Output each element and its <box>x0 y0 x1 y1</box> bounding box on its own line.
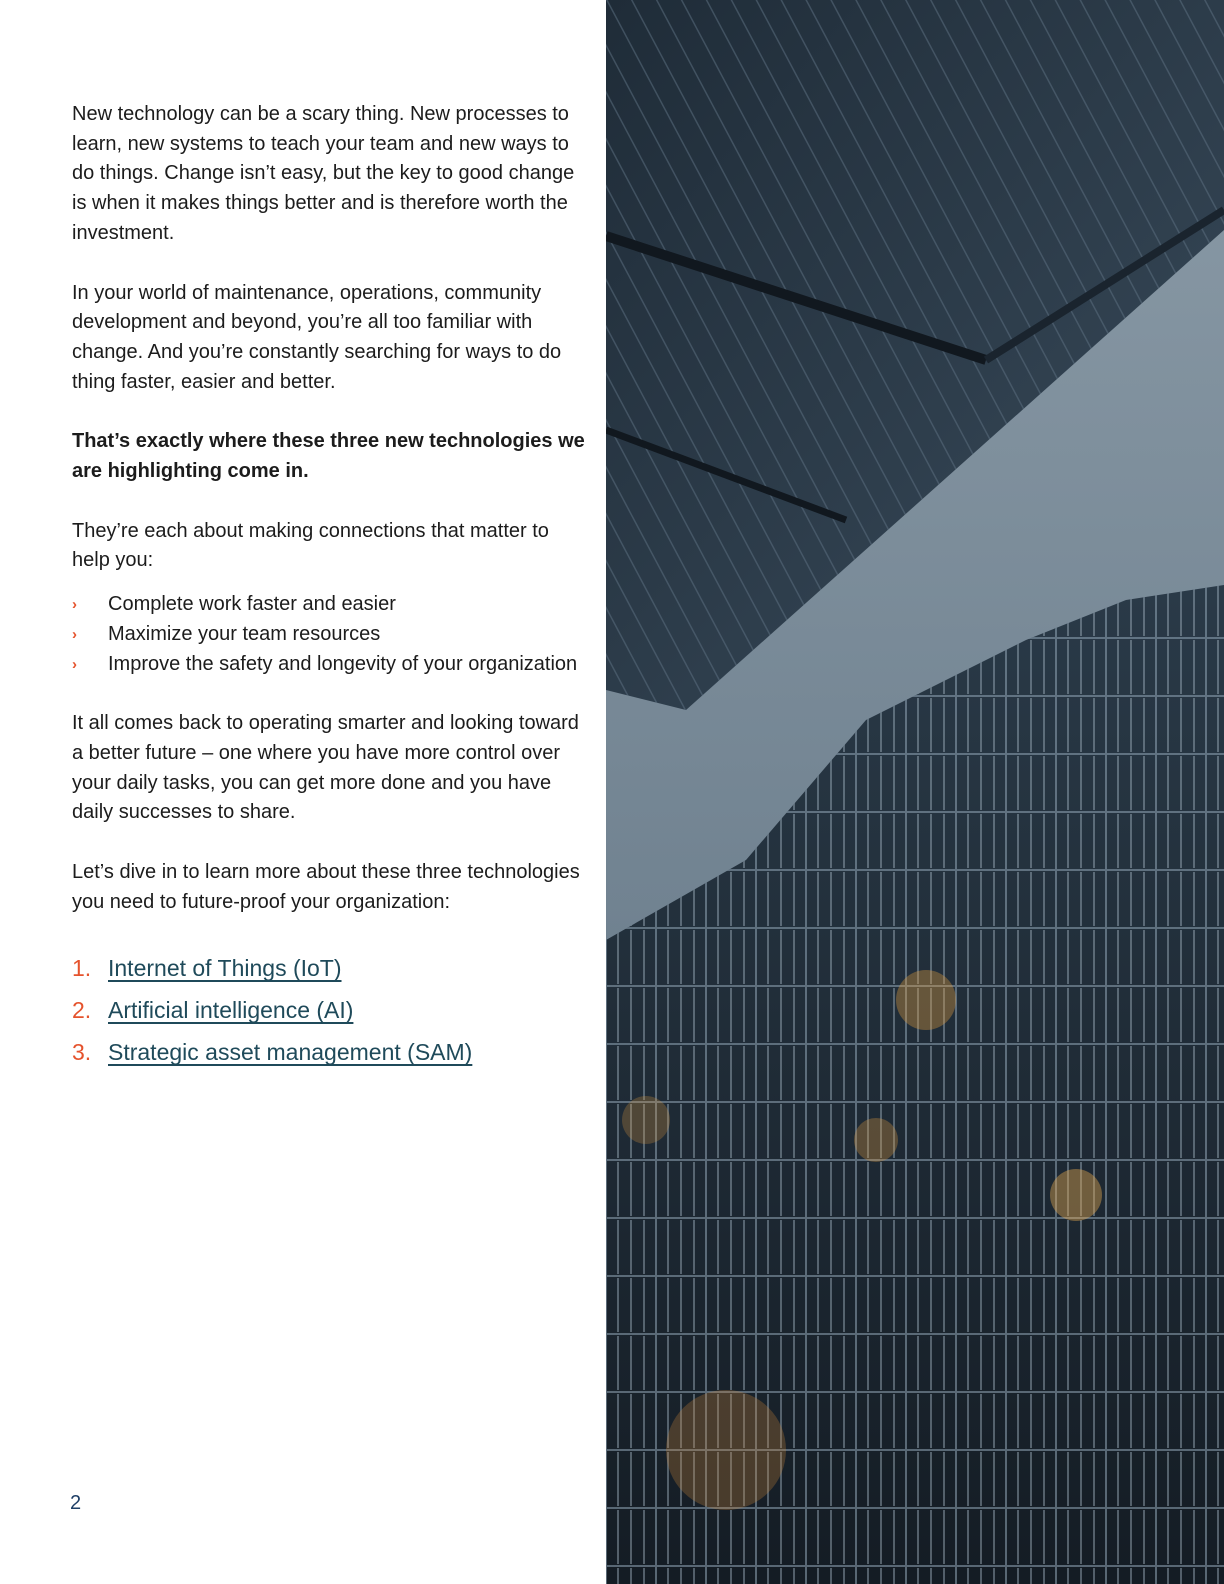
closing-paragraph-1: It all comes back to operating smarter and looking toward a better future – one where you have more control over your daily tasks, you can get more done and you have daily successes to share. <box>72 712 579 824</box>
page-number: 2 <box>70 1492 82 1514</box>
list-number: 3. <box>72 1039 92 1066</box>
link-internet-of-things[interactable]: Internet of Things (IoT) <box>108 955 342 982</box>
list-item-text: Improve the safety and longevity of your organization <box>108 652 578 675</box>
list-item-text: Maximize your team resources <box>108 622 381 645</box>
chevron-right-icon: › <box>72 625 77 643</box>
list-item <box>72 947 592 989</box>
list-item-text: Complete work faster and easier <box>108 593 396 616</box>
building-photo <box>606 0 1224 1584</box>
highlight-paragraph: That’s exactly where these three new technologies we are highlighting come in. <box>72 430 585 483</box>
benefit-list <box>72 590 592 679</box>
chevron-right-icon: › <box>72 655 77 673</box>
list-item <box>72 620 592 650</box>
closing-paragraph-2: Let’s dive in to learn more about these three technologies you need to future-proof your organization: <box>72 861 580 913</box>
list-item <box>72 650 592 680</box>
list-number: 2. <box>72 997 92 1024</box>
link-strategic-asset-management[interactable]: Strategic asset management (SAM) <box>108 1039 473 1066</box>
chevron-right-icon: › <box>72 596 77 614</box>
list-item <box>72 1031 592 1073</box>
intro-paragraph-2: In your world of maintenance, operations, community development and beyond, you’re all too familiar with change. And you’re constantly searching for ways to do thing faster, easier and better. <box>72 281 562 393</box>
intro-paragraph-1: New technology can be a scary thing. New processes to learn, new systems to teach your team and new ways to do things. Change isn’t easy, but the key to good change is when it makes things better and is therefore worth the investment. <box>72 103 575 244</box>
list-item <box>72 989 592 1031</box>
technology-link-list <box>72 947 592 1073</box>
lead-paragraph: They’re each about making connections that matter to help you: <box>72 519 549 572</box>
skyscraper-illustration <box>606 0 1224 1584</box>
link-artificial-intelligence[interactable]: Artificial intelligence (AI) <box>108 997 354 1024</box>
article-body <box>72 100 592 1073</box>
list-number: 1. <box>72 955 92 982</box>
list-item <box>72 590 592 620</box>
